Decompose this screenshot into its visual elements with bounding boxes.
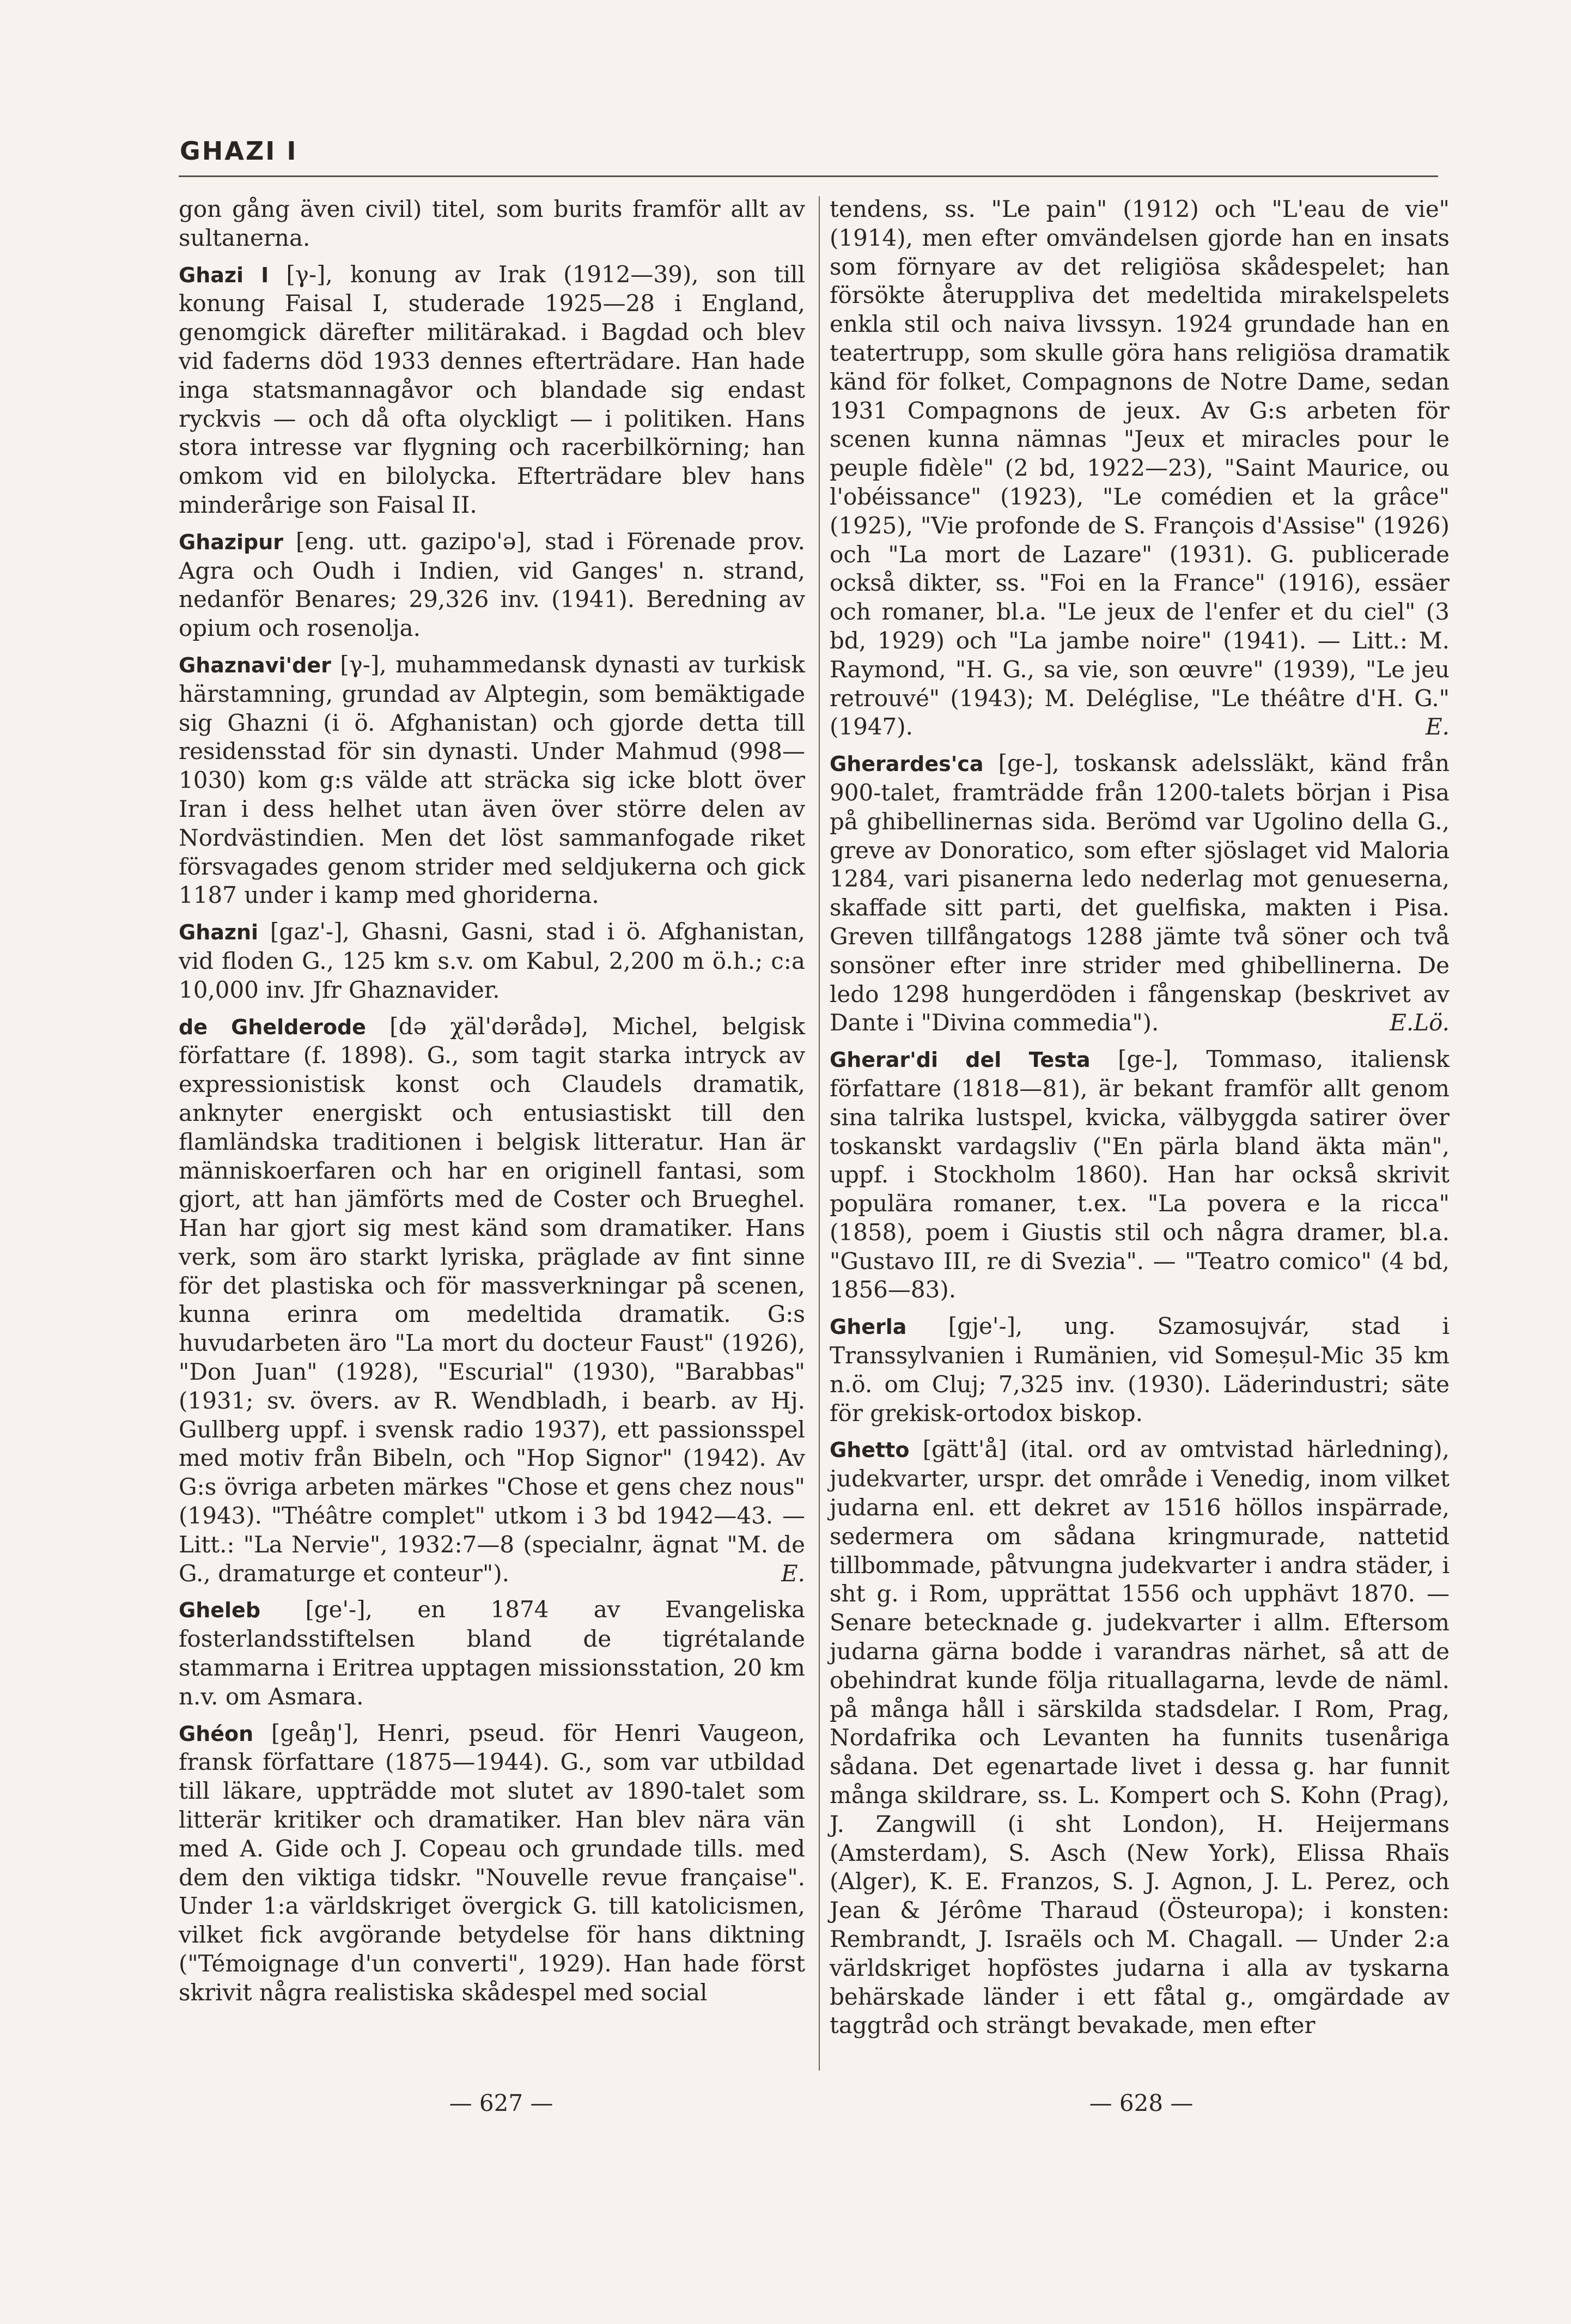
entry-headword: Gherardes'ca [830, 752, 984, 776]
entry-text: [gätt'å] (ital. ord av omtvistad härledning), judekvarter, urspr. det område i Venedig, inom vilket judarna enl. ett dekret av 1516 höllos inspärrade, sedermera om sådana kringmurade, nattetid tillbommade, påtvungna judekvarter i andra städer, i sht g. i Rom, upprättat 1556 och upphävt 1870. — Senare betecknade g. judekvarter i allm. Eftersom judarna gärna bodde i varandras närhet, så att de obehindrat kunde följa rituallagarna, levde de näml. på många håll i särskilda stadsdelar. I Rom, Prag, Nordafrika och Levanten ha funnits tusenåriga sådana. Det egenartade livet i dessa g. har funnit många skildrare, ss. L. Kompert och S. Kohn (Prag), J. Zangwill (i sht London), H. Heijermans (Amsterdam), S. Asch (New York), Elissa Rhaïs (Alger), K. E. Franzos, S. J. Agnon, J. L. Perez, och Jean & Jérôme Tharaud (Östeuropa); i konsten: Rembrandt, J. Israëls och M. Chagall. — Under 2:a världskriget hopföstes judarna i alla av tyskarna behärskade länder i ett fåtal g., omgärdade av taggtråd och strängt bevakade, men efter [830, 1436, 1450, 2039]
entry-headword: Gheleb [179, 1598, 261, 1623]
dictionary-entry [179, 527, 805, 643]
entry-text: [də χäl'dərådə], Michel, belgisk författare (f. 1898). G., som tagit starka intryck av expressionistisk konst och Claudels dramatik, anknyter energiskt och entusiastiskt till den flamländska traditionen i belgisk litteratur. Han är människoerfaren och har en originell fantasi, som gjort, att han jämförts med de Coster och Brueghel. Han har gjort sig mest känd som dramatiker. Hans verk, som äro starkt lyriska, präglade av fint sinne för det plastiska och för massverkningar på scenen, kunna erinra om medeltida dramatik. G:s huvudarbeten äro "La mort du docteur Faust" (1926), "Don Juan" (1928), "Escurial" (1930), "Barabbas" (1931; sv. övers. av R. Wendbladh, i bearb. av Hj. Gullberg uppf. i svensk radio 1937), ett passionsspel med motiv från Bibeln, och "Hop Signor" (1942). Av G:s övriga arbeten märkes "Chose et gens chez nous" (1943). "Théâtre complet" utkom i 3 bd 1942—43. — Litt.: "La Nervie", 1932:7—8 (specialnr, ägnat "M. de G., dramaturge et conteur"). [179, 1012, 805, 1587]
dictionary-entry [179, 260, 805, 520]
entry-headword: Ghéon [179, 1721, 254, 1746]
entry-headword: Gherla [830, 1315, 907, 1339]
dictionary-entry [179, 918, 805, 1004]
entry-text: [γ-], muhammedansk dynasti av turkisk härstamning, grundad av Alptegin, som bemäktigade sig Ghazni (i ö. Afghanistan) och gjorde detta till residensstad för sin dynasti. Under Mahmud (998—1030) kom g:s välde att sträcka sig icke blott över Iran i dess helhet utan även över större delen av Nordvästindien. Men det löst sammanfogade riket försvagades genom strider med seldjukerna och gick 1187 under i kamp med ghoriderna. [179, 651, 805, 909]
dictionary-entry [830, 1045, 1450, 1304]
dictionary-entry [179, 1719, 805, 2007]
header-rule [179, 175, 1438, 177]
entry-text: [ge'-], en 1874 av Evangeliska fosterlandsstiftelsen bland de tigrétalande stammarna i Eritrea upptagen missionsstation, 20 km n.v. om Asmara. [179, 1596, 805, 1710]
right-column [830, 195, 1450, 2040]
entry-headword: Gherar'di del Testa [830, 1048, 1091, 1072]
entry-author-signature: E.Lö. [1390, 1009, 1450, 1036]
page-number-right: — 628 — [1089, 2090, 1194, 2116]
entry-text: tendens, ss. "Le pain" (1912) och "L'eau de vie" (1914), men efter omvändelsen gjorde han en insats som förnyare av det religiösa skådespelet; han försökte återuppliva det medeltida mirakelspelets enkla stil och naiva livssyn. 1924 grundade han en teatertrupp, som skulle göra hans religiösa dramatik känd för folket, Compagnons de Notre Dame, sedan 1931 Compagnons de jeux. Av G:s arbeten för scenen kunna nämnas "Jeux et miracles pour le peuple fidèle" (2 bd, 1922—23), "Saint Maurice, ou l'obéissance" (1923), "Le comédien et la grâce" (1925), "Vie profonde de S. François d'Assise" (1926) och "La mort de Lazare" (1931). G. publicerade också dikter, ss. "Foi en la France" (1916), essäer och romaner, bl.a. "Le jeux de l'enfer et du ciel" (3 bd, 1929) och "La jambe noire" (1941). — Litt.: M. Raymond, "H. G., sa vie, son œuvre" (1939), "Le jeu retrouvé" (1943); M. Deléglise, "Le théâtre d'H. G." (1947). [830, 196, 1450, 741]
entry-text: [ge-], Tommaso, italiensk författare (1818—81), är bekant framför allt genom sina talrika lustspel, kvicka, välbyggda satirer över toskanskt vardagsliv ("En pärla bland äkta män", uppf. i Stockholm 1860). Han har också skrivit populära romaner, t.ex. "La povera e la ricca" (1858), poem i Giustis stil och några dramer, bl.a. "Gustavo III, re di Svezia". — "Teatro comico" (4 bd, 1856—83). [830, 1046, 1450, 1303]
entry-headword: Ghazi I [179, 263, 269, 287]
dictionary-entry [830, 195, 1450, 742]
dictionary-entry [179, 1595, 805, 1711]
entry-text: [γ-], konung av Irak (1912—39), son till konung Faisal I, studerade 1925—28 i England, genomgick därefter militärakad. i Bagdad och blev vid faderns död 1933 dennes efterträdare. Han hade inga statsmannagåvor och blandade sig endast ryckvis — och då ofta olyckligt — i politiken. Hans stora intresse var flygning och racerbilkörning; han omkom vid en bilolycka. Efterträdare blev hans minderårige son Faisal II. [179, 260, 805, 518]
entry-headword: Ghazipur [179, 530, 284, 554]
entry-text: [ge-], toskansk adelssläkt, känd från 900-talet, framträdde från 1200-talets början i Pisa på ghibellinernas sida. Berömd var Ugolino della G., greve av Donoratico, som efter sjöslaget vid Maloria 1284, vari pisanerna ledo nederlag mot genueserna, skaffade sitt parti, det guelfiska, makten i Pisa. Greven tillfångatogs 1288 jämte två söner och två sonsöner efter inre strider med ghibellinerna. De ledo 1298 hungerdöden i fångenskap (beskrivet av Dante i "Divina commedia"). [830, 750, 1450, 1036]
entry-headword: Ghazni [179, 920, 259, 945]
entry-text: [gje'-], ung. Szamosujvár, stad i Transsylvanien i Rumänien, vid Someșul-Mic 35 km n.ö. om Cluj; 7,325 inv. (1930). Läderindustri; säte för grekisk-ortodox biskop. [830, 1313, 1450, 1427]
page-header-title: GHAZI I [180, 136, 298, 166]
entry-text: [eng. utt. gazipo'ə], stad i Förenade prov. Agra och Oudh i Indien, vid Ganges' n. strand, nedanför Benares; 29,326 inv. (1941). Beredning av opium och rosenolja. [179, 527, 805, 642]
dictionary-entry [179, 651, 805, 910]
entry-headword: de Ghelderode [179, 1015, 366, 1039]
entry-headword: Ghetto [830, 1438, 910, 1463]
column-divider [819, 196, 820, 2071]
entry-text: [geåŋ'], Henri, pseud. för Henri Vaugeon, fransk författare (1875—1944). G., som var utbildad till läkare, uppträdde mot slutet av 1890-talet som litterär kritiker och dramatiker. Han blev nära vän med A. Gide och J. Copeau och grundade tills. med dem den viktiga tidskr. "Nouvelle revue française". Under 1:a världskriget övergick G. till katolicismen, vilket fick avgörande betydelse för hans diktning ("Témoignage d'un converti", 1929). Han hade först skrivit några realistiska skådespel med social [179, 1719, 805, 2006]
left-column [179, 195, 805, 2007]
dictionary-entry [830, 1312, 1450, 1428]
dictionary-entry [830, 749, 1450, 1037]
entry-headword: Ghaznavi'der [179, 653, 331, 677]
dictionary-entry [179, 1012, 805, 1588]
entry-text: [gaz'-], Ghasni, Gasni, stad i ö. Afghanistan, vid floden G., 125 km s.v. om Kabul, 2,200 m ö.h.; c:a 10,000 inv. Jfr Ghaznavider. [179, 918, 805, 1003]
entry-author-signature: E. [1425, 713, 1450, 741]
entry-author-signature: E. [781, 1560, 805, 1587]
dictionary-entry [830, 1435, 1450, 2040]
dictionary-entry [179, 195, 805, 253]
page-number-left: — 627 — [449, 2090, 553, 2116]
entry-text: gon gång även civil) titel, som burits framför allt av sultanerna. [179, 196, 805, 251]
